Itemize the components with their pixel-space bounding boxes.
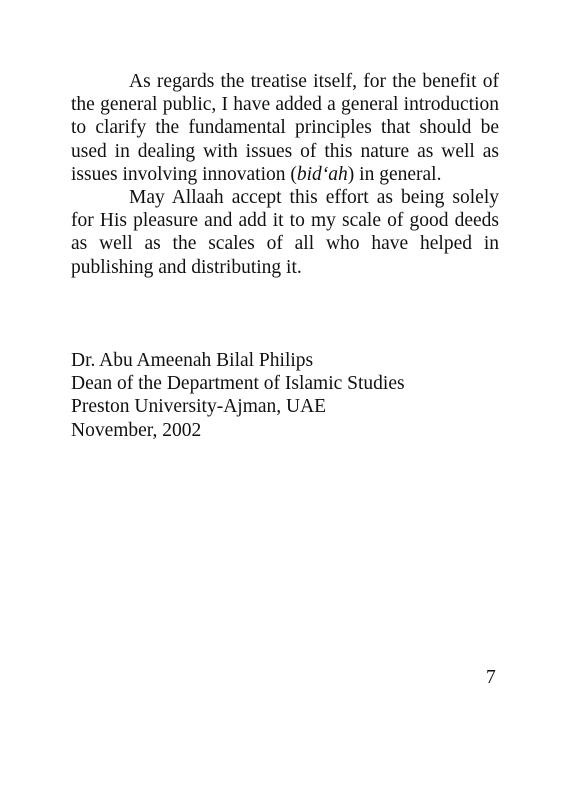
author-institution: Preston University-Ajman, UAE	[71, 396, 327, 418]
term-bidah: bid‘ah	[296, 163, 348, 185]
signature-date: November, 2002	[71, 419, 202, 441]
author-title: Dean of the Department of Islamic Studies	[71, 373, 405, 395]
paragraph-treatise	[71, 70, 499, 186]
author-name: Dr. Abu Ameenah Bilal Philips	[71, 350, 314, 371]
body-text	[71, 70, 499, 279]
paragraph-prayer: May Allaah accept this effort as being solely for His pleasure and add it to my scale of good deeds as well as the scales of all who have helped in publishing and distributing it.	[71, 187, 499, 278]
paragraph-treatise-end: ) in general.	[347, 163, 442, 185]
signature-block	[71, 349, 499, 442]
page-number: 7	[486, 667, 496, 688]
paragraph-treatise-text: As regards the treatise itself, for the benefit of the general public, I have added a general introduction to clarify the fundamental principles that should be used in dealing with issues of this nature as well as issues involving innovation (	[71, 71, 499, 185]
